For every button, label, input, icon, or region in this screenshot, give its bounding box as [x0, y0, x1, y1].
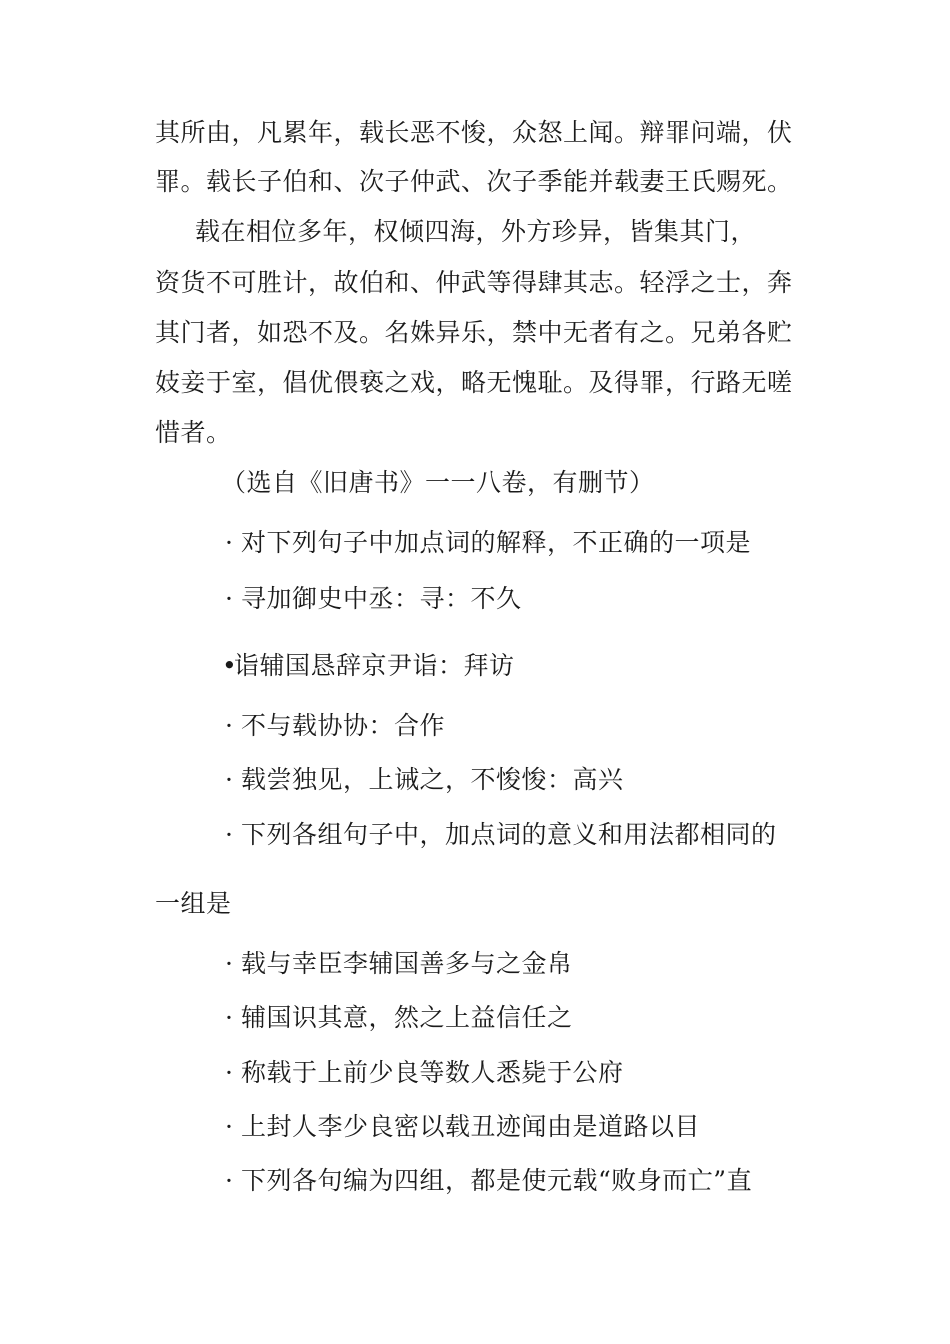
- question-2-option-a: · 载与幸臣李辅国善多与之金帛: [225, 947, 573, 981]
- bullet: ·: [225, 711, 234, 740]
- bullet: •: [222, 651, 238, 680]
- question-1-stem: · 对下列句子中加点词的解释，不正确的一项是: [225, 526, 751, 560]
- bullet: ·: [225, 949, 234, 978]
- bullet: ·: [225, 1166, 234, 1195]
- passage-line-3: 载在相位多年，权倾四海，外方珍异，皆集其门，: [195, 217, 757, 246]
- question-1-option-b: •诣辅国恳辞京尹诣：拜访: [222, 649, 515, 683]
- question-1-option-c: · 不与载协协：合作: [225, 709, 445, 743]
- question-2-stem-continued: 一组是: [155, 889, 232, 918]
- passage-line-6: 妓妾于室，倡优偎亵之戏，略无愧耻。及得罪，行路无嗟: [155, 368, 793, 397]
- bullet: ·: [225, 820, 234, 849]
- bullet: ·: [225, 1003, 234, 1032]
- bullet: ·: [225, 1112, 234, 1141]
- bullet: ·: [225, 765, 234, 794]
- question-2-option-d: · 上封人李少良密以载丑迹闻由是道路以目: [225, 1110, 700, 1144]
- passage-line-7: 惜者。: [155, 418, 232, 447]
- question-2-option-c: · 称载于上前少良等数人悉毙于公府: [225, 1056, 624, 1090]
- question-3-stem: · 下列各句编为四组，都是使元载“败身而亡”直: [225, 1164, 752, 1198]
- question-1-option-d: · 载尝独见，上诫之，不悛悛：高兴: [225, 763, 624, 797]
- bullet: ·: [225, 528, 234, 557]
- bullet: ·: [225, 584, 234, 613]
- question-2-option-b: · 辅国识其意，然之上益信任之: [225, 1001, 573, 1035]
- passage-line-2: 罪。载长子伯和、次子仲武、次子季能并载妻王氏赐死。: [155, 167, 793, 196]
- passage-line-4: 资货不可胜计，故伯和、仲武等得肆其志。轻浮之士，奔: [155, 268, 793, 297]
- question-1-option-a: · 寻加御史中丞：寻：不久: [225, 582, 522, 616]
- source-citation: （选自《旧唐书》一一八卷，有删节）: [221, 468, 655, 497]
- passage-line-5: 其门者，如恐不及。名姝异乐，禁中无者有之。兄弟各贮: [155, 318, 793, 347]
- bullet: ·: [225, 1058, 234, 1087]
- passage-line-1: 其所由，凡累年，载长恶不悛，众怒上闻。辩罪问端，伏: [155, 118, 793, 147]
- question-2-stem: · 下列各组句子中，加点词的意义和用法都相同的: [225, 818, 777, 852]
